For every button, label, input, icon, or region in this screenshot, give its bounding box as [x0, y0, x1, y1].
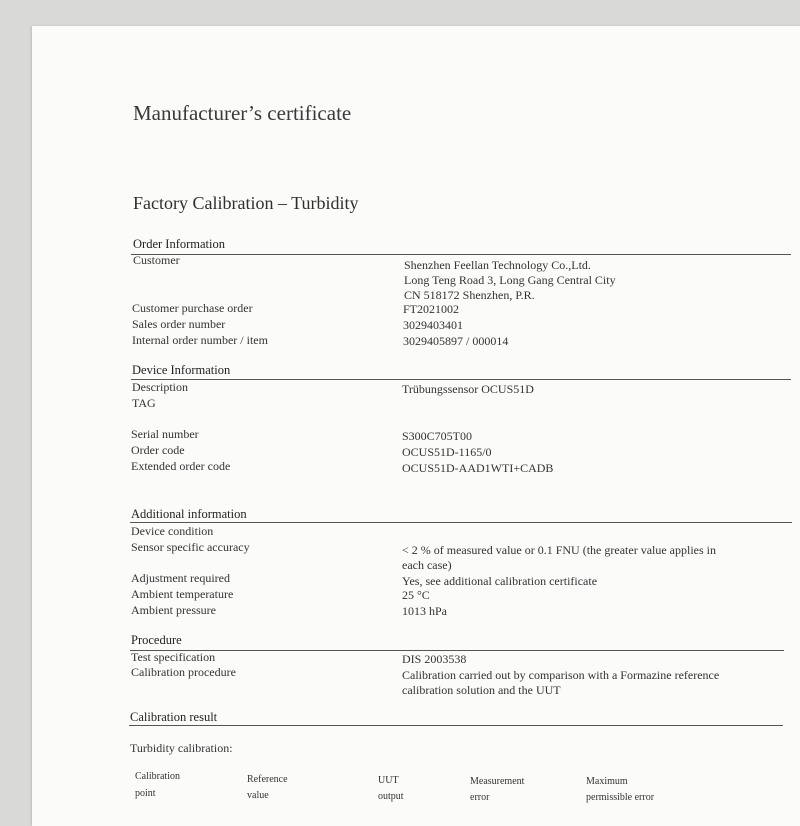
additional-information-rule [130, 522, 792, 523]
ambient-temperature-label: Ambient temperature [131, 587, 234, 601]
sales-order-value: 3029403401 [403, 318, 463, 332]
adjustment-required-value: Yes, see additional calibration certificate [402, 574, 598, 588]
calibration-procedure-value-line1: Calibration carried out by comparison with a Formazine reference [402, 668, 720, 682]
ambient-pressure-value: 1013 hPa [402, 604, 447, 618]
device-information-rule [131, 379, 791, 380]
purchase-order-value: FT2021002 [403, 302, 460, 316]
col-uut-output-line1: UUT [378, 775, 399, 786]
col-reference-value-line2: value [247, 790, 269, 801]
test-specification-value: DIS 2003538 [402, 652, 467, 666]
extended-order-code-label: Extended order code [131, 459, 231, 473]
customer-label: Customer [133, 253, 180, 267]
col-measurement-error-line2: error [470, 792, 490, 803]
order-information-heading: Order Information [133, 237, 225, 251]
order-code-label: Order code [131, 443, 185, 457]
adjustment-required-label: Adjustment required [131, 571, 230, 585]
col-measurement-error-line1: Measurement [470, 776, 525, 787]
serial-number-label: Serial number [131, 427, 199, 441]
test-specification-label: Test specification [131, 650, 216, 664]
col-calibration-point-line2: point [135, 788, 156, 799]
certificate-sheet [32, 26, 800, 826]
ambient-pressure-label: Ambient pressure [131, 603, 216, 617]
customer-value-line3: CN 518172 Shenzhen, P.R. [404, 288, 535, 302]
device-information-heading: Device Information [132, 363, 231, 377]
description-label: Description [132, 380, 188, 394]
extended-order-code-value: OCUS51D-AAD1WTI+CADB [402, 461, 554, 475]
tag-label: TAG [132, 396, 156, 410]
purchase-order-label: Customer purchase order [132, 301, 253, 315]
description-value: Trübungssensor OCUS51D [402, 382, 534, 396]
turbidity-calibration-subheading: Turbidity calibration: [130, 741, 233, 755]
internal-order-value: 3029405897 / 000014 [403, 334, 509, 348]
calibration-procedure-label: Calibration procedure [131, 665, 236, 679]
sales-order-label: Sales order number [132, 317, 226, 331]
order-code-value: OCUS51D-1165/0 [402, 445, 492, 459]
document-title: Manufacturer’s certificate [133, 101, 352, 125]
device-condition-label: Device condition [131, 524, 214, 538]
internal-order-label: Internal order number / item [132, 333, 268, 347]
calibration-result-heading: Calibration result [130, 710, 218, 724]
calibration-procedure-value-line2: calibration solution and the UUT [402, 683, 561, 697]
sensor-accuracy-value-line1: < 2 % of measured value or 0.1 FNU (the greater value applies in [402, 543, 716, 557]
sensor-accuracy-value-line2: each case) [402, 558, 452, 572]
col-uut-output-line2: output [378, 791, 404, 802]
procedure-rule [130, 650, 784, 651]
calibration-result-rule [129, 725, 783, 726]
ambient-temperature-value: 25 °C [402, 588, 430, 602]
col-reference-value-line1: Reference [247, 774, 288, 785]
col-maximum-permissible-error-line1: Maximum [586, 776, 628, 787]
col-calibration-point-line1: Calibration [135, 771, 180, 782]
order-information-rule [131, 254, 791, 255]
col-maximum-permissible-error-line2: permissible error [586, 792, 655, 803]
sensor-accuracy-label: Sensor specific accuracy [131, 540, 250, 554]
serial-number-value: S300C705T00 [402, 429, 473, 443]
document-subtitle: Factory Calibration – Turbidity [133, 193, 359, 213]
customer-value-line1: Shenzhen Feellan Technology Co.,Ltd. [404, 258, 591, 272]
procedure-heading: Procedure [131, 633, 182, 647]
customer-value-line2: Long Teng Road 3, Long Gang Central City [404, 273, 616, 287]
additional-information-heading: Additional information [131, 507, 247, 521]
